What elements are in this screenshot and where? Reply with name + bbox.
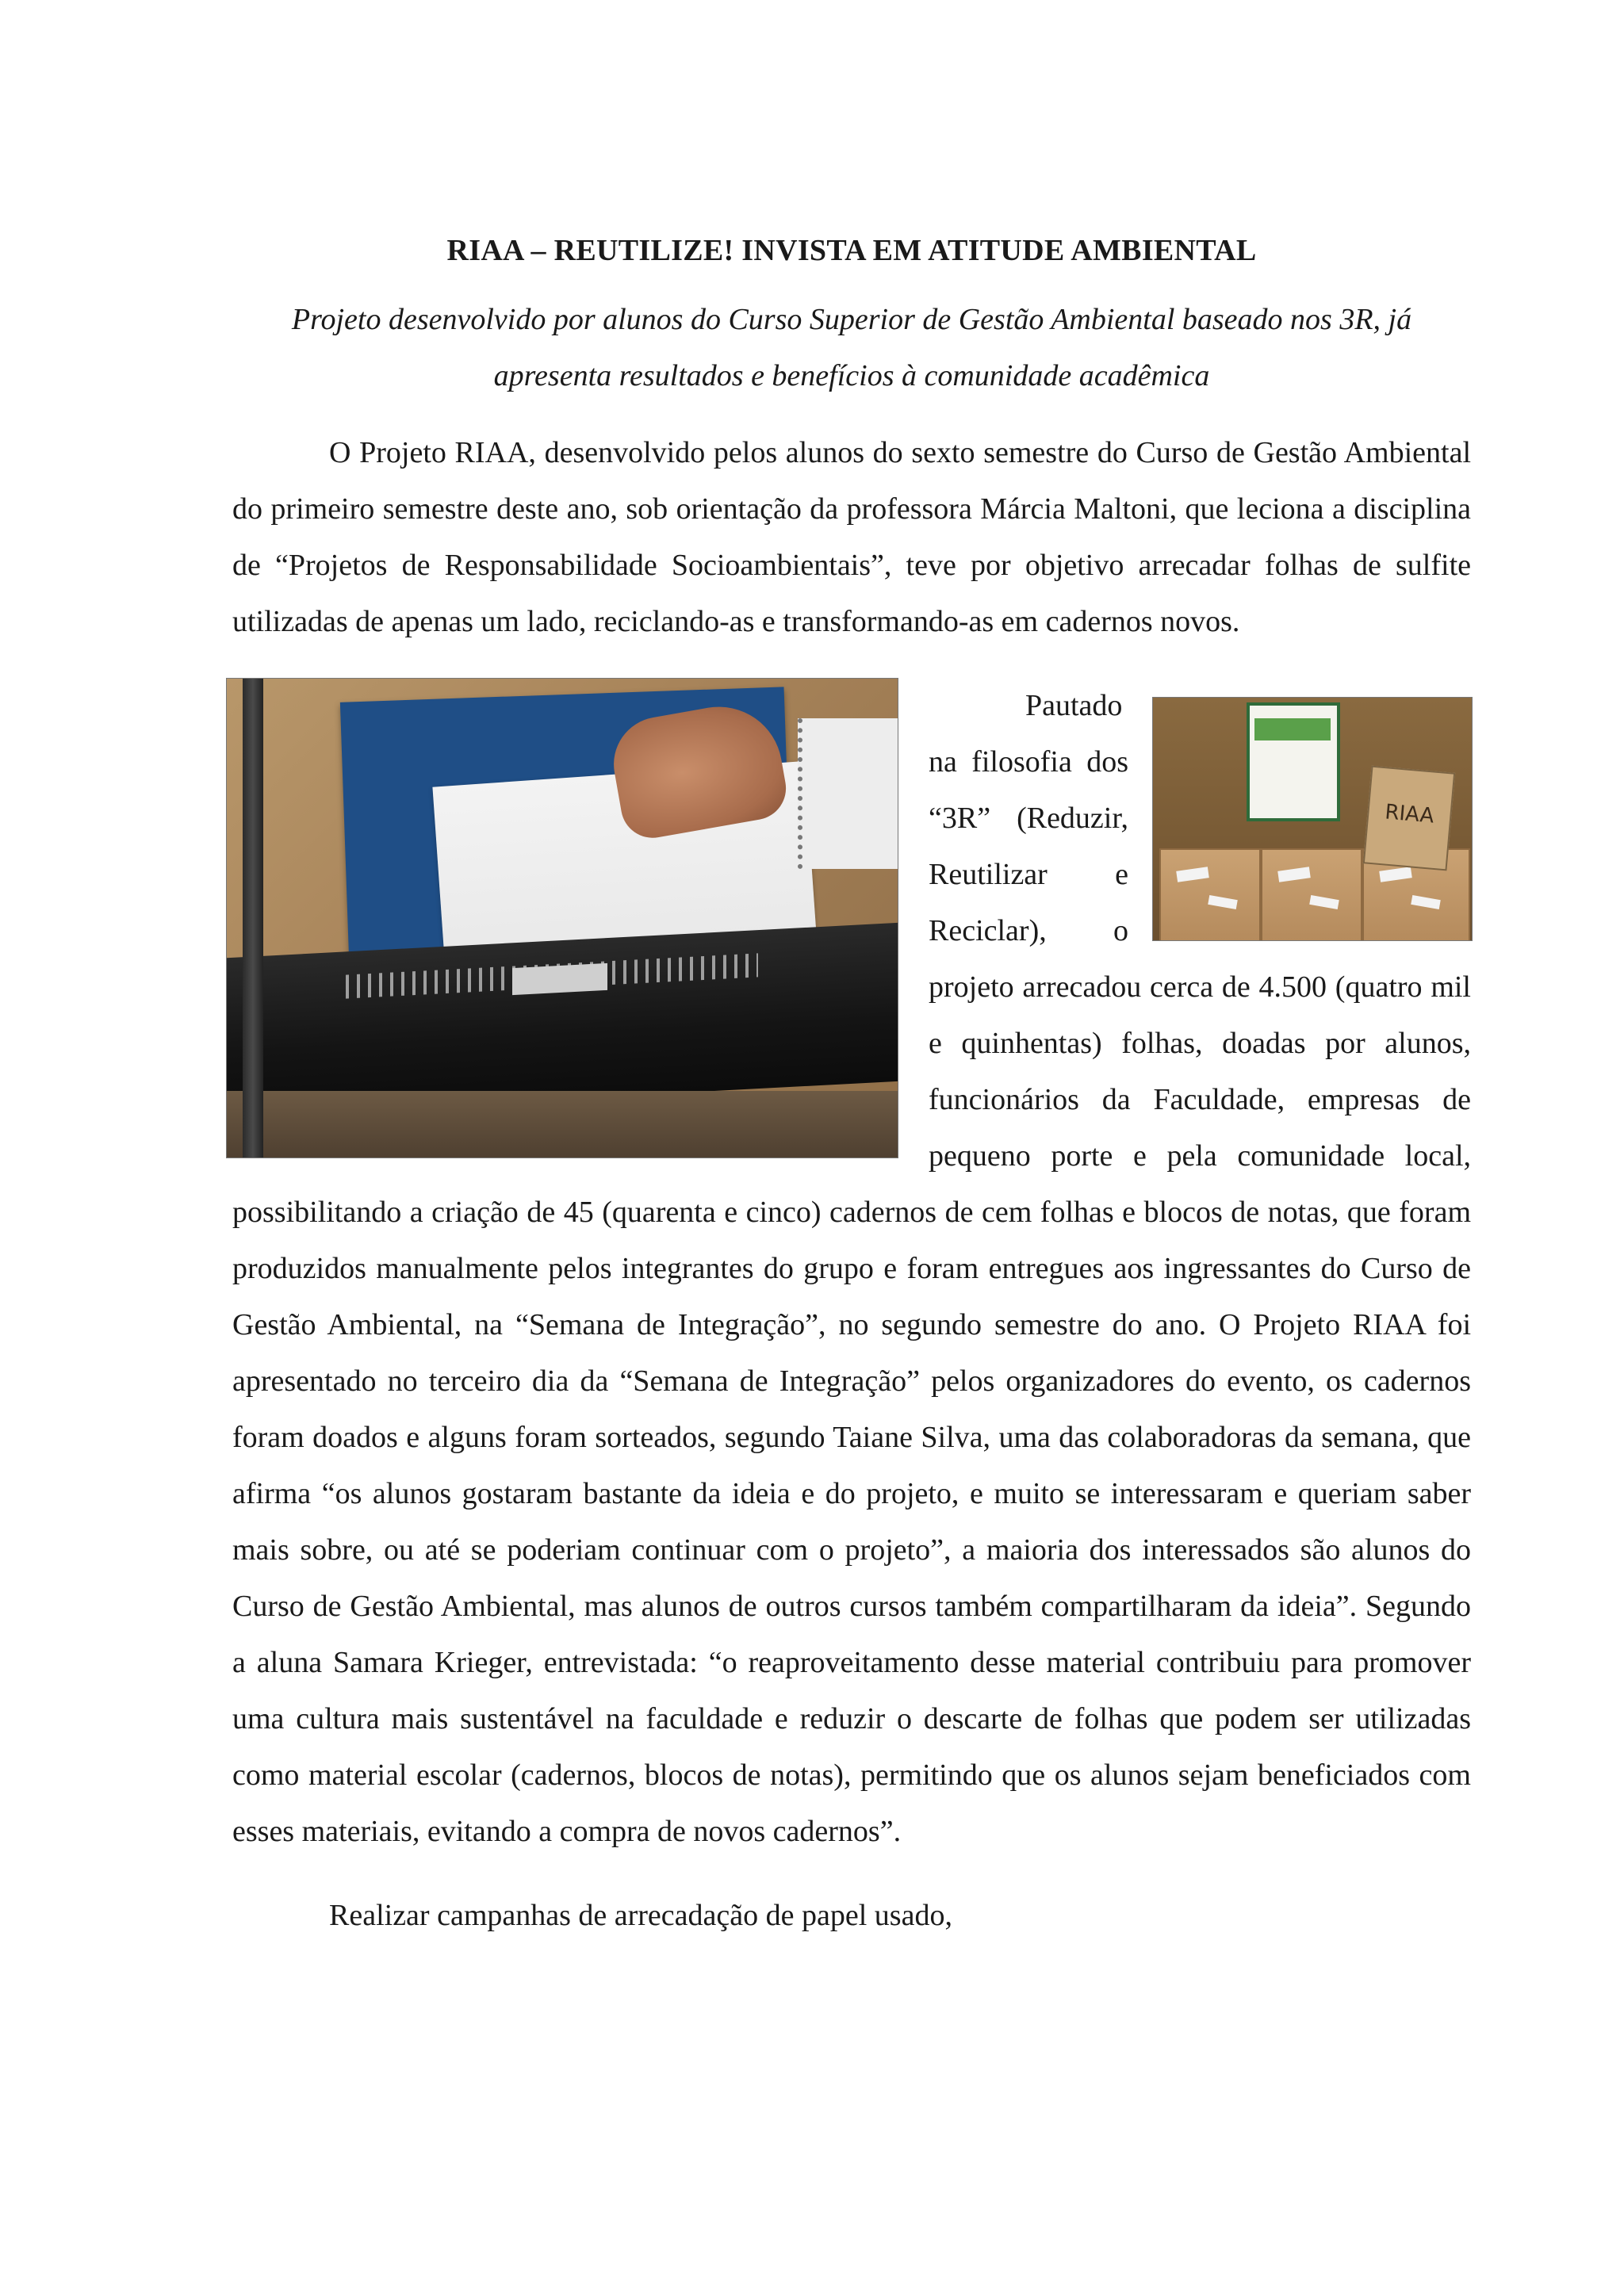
paragraph-3r-block	[232, 678, 1471, 1860]
paragraph-3r: Pautado na filosofia dos “3R” (Reduzir, Reutilizar e Reciclar), o projeto arrecadou cerca de 4.500 (quatro mil e quinhentas) folhas, doadas por alunos, funcionários da Faculdade, empresas de pequeno porte e pela comunidade local, possibilitando a criação de 45 (quarenta e cinco) cadernos de cem folhas e blocos de notas, que foram produzidos manualmente pelos integrantes do grupo e foram entregues aos ingressantes do Curso de Gestão Ambiental, na “Semana de Integração”, no segundo semestre do ano. O Projeto RIAA foi apresentado no terceiro dia da “Semana de Integração” pelos organizadores do evento, os cadernos foram doados e alguns foram sorteados, segundo Taiane Silva, uma das colaboradoras da semana, que afirma “os alunos gostaram bastante da ideia e do projeto, e muito se interessaram e queriam saber mais sobre, ou até se poderiam continuar com o projeto”, a maioria dos interessados são alunos do Curso de Gestão Ambiental, mas alunos de outros cursos também compartilharam da ideia”. Segundo a aluna Samara Krieger, entrevistada: “o reaproveitamento desse material contribuiu para promover uma cultura mais sustentável na faculdade e reduzir o descarte de folhas que podem ser utilizadas como material escolar (cadernos, blocos de notas), permitindo que os alunos sejam beneficiados com esses materiais, evitando a compra de novos cadernos”.	[232, 689, 1471, 1848]
document-page	[232, 230, 1471, 1944]
donation-boxes-photo	[1152, 697, 1473, 941]
article-subtitle: Projeto desenvolvido por alunos do Curso Superior de Gestão Ambiental baseado nos 3R, já apresenta resultados e benefícios à comunidade acadêmica	[291, 303, 1412, 392]
riaa-notebook: RIAA	[1363, 766, 1455, 871]
paragraph-intro: O Projeto RIAA, desenvolvido pelos alunos do sexto semestre do Curso de Gestão Ambiental do primeiro semestre deste ano, sob orientação da professora Márcia Maltoni, que leciona a disciplina de “Projetos de Responsabilidade Socioambientais”, teve por objetivo arrecadar folhas de sulfite utilizadas de apenas um lado, reciclando-as e transformando-as em cadernos novos.	[232, 436, 1471, 638]
article-title: RIAA – REUTILIZE! INVISTA EM ATITUDE AMBIENTAL	[446, 234, 1257, 267]
binding-machine-photo	[226, 678, 898, 1158]
poster	[1247, 702, 1340, 821]
paragraph-campaigns: Realizar campanhas de arrecadação de papel usado,	[329, 1899, 952, 1932]
